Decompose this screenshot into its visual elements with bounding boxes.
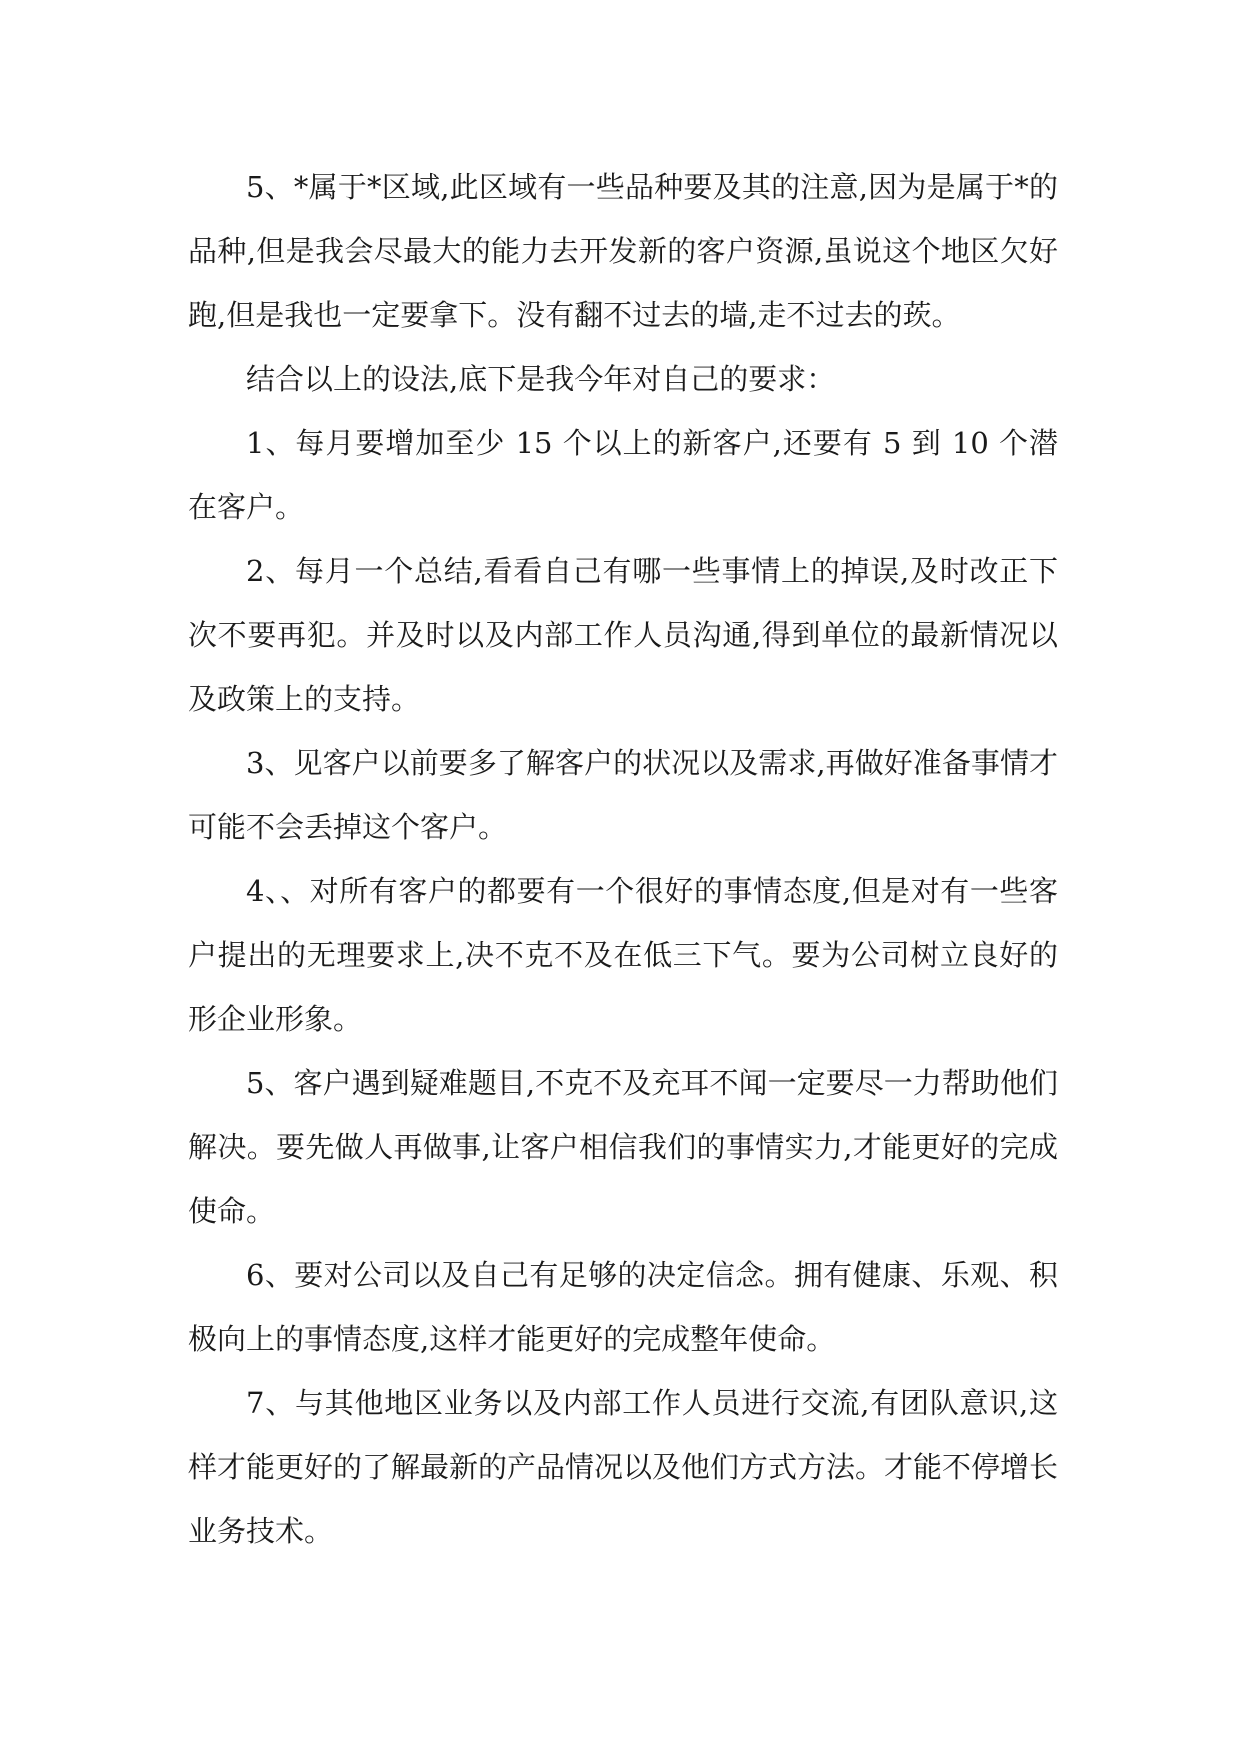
paragraph-5: 3、见客户以前要多了解客户的状况以及需求,再做好准备事情才可能不会丢掉这个客户。 (188, 746, 1058, 844)
paragraph-8: 6、要对公司以及自己有足够的决定信念。拥有健康、乐观、积极向上的事情态度,这样才能更好的完成整年使命。 (188, 1258, 1058, 1356)
paragraph-2: 结合以上的设法,底下是我今年对自己的要求： (246, 362, 836, 396)
paragraph-1: 5、*属于*区域,此区域有一些品种要及其的注意,因为是属于*的品种,但是我会尽最大的能力去开发新的客户资源,虽说这个地区欠好跑,但是我也一定要拿下。没有翻不过去的墙,走不过去的莰。 (188, 170, 1058, 332)
paragraph-4: 2、每月一个总结,看看自己有哪一些事情上的掉误,及时改正下次不要再犯。并及时以及内部工作人员沟通,得到单位的最新情况以及政策上的支持。 (188, 554, 1058, 716)
paragraph-9: 7、与其他地区业务以及内部工作人员进行交流,有团队意识,这样才能更好的了解最新的产品情况以及他们方式方法。才能不停增长业务技术。 (188, 1386, 1059, 1548)
paragraph-7: 5、客户遇到疑难题目,不克不及充耳不闻一定要尽一力帮助他们解决。要先做人再做事,让客户相信我们的事情实力,才能更好的完成使命。 (188, 1066, 1058, 1228)
paragraph-6: 4、、对所有客户的都要有一个很好的事情态度,但是对有一些客户提出的无理要求上,决不克不及在低三下气。要为公司树立良好的形企业形象。 (188, 874, 1058, 1036)
document-body (188, 155, 1058, 1563)
paragraph-3: 1、每月要增加至少 15 个以上的新客户,还要有 5 到 10 个潜在客户。 (188, 426, 1058, 524)
